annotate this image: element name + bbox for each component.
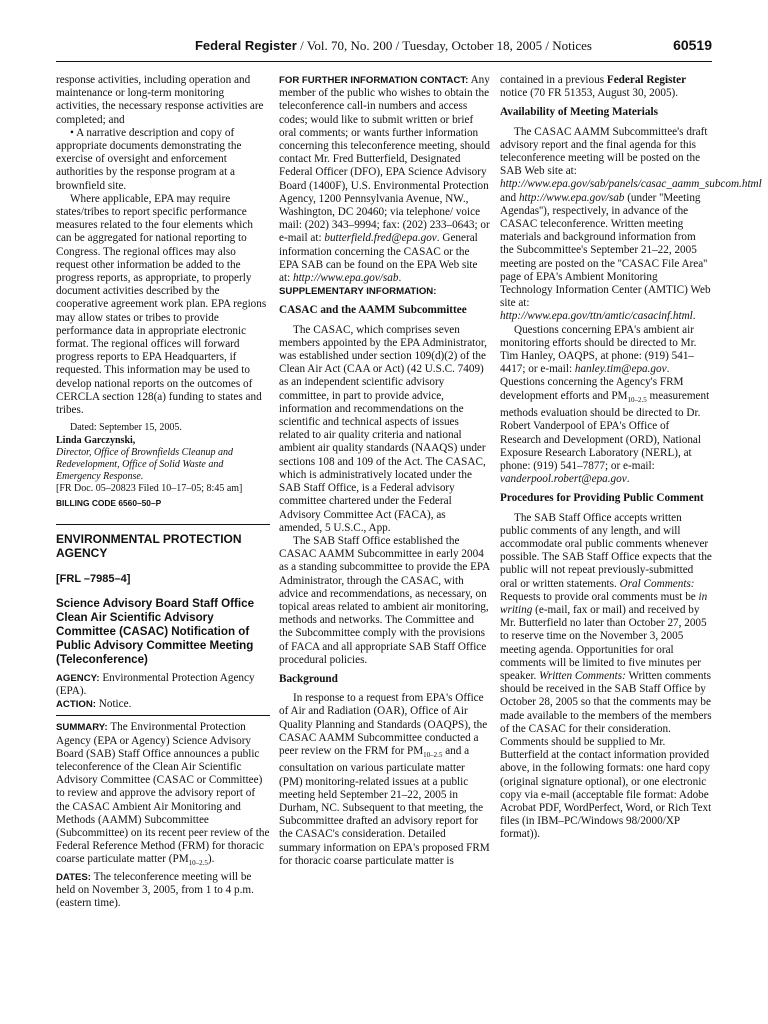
paragraph: In response to a request from EPA's Office of Air and Radiation (OAR), Office of Air Quality Planning and Standards (OAQPS), the CASAC AAMM Subcommittee conducted a peer review on the FRM for $PM_{10-2.5}$ and a consultation on various particulate matter (PM) monitoring-related issues at a public meeting held September 21–22, 2005 in Durham, NC. Subsequent to that meeting, the Subcommittee drafted an advisory report for the CASAC's consideration. Detailed summary information on EPA's proposed FRM for thoracic coarse particulate matter is bbox=[279, 692, 490, 867]
header-title bbox=[195, 38, 592, 54]
supplementary-label: SUPPLEMENTARY INFORMATION: bbox=[279, 286, 437, 298]
paragraph: The CASAC AAMM Subcommittee's draft advisory report and the final agenda for this teleconference meeting will be posted on the SAB Web site at: http://www.epa.gov/sab/panels/casac_aamm_subcom.html and http://www.epa.gov/sab (under ''Meeting Agendas''), respectively, in advance of the CASAC teleconference. Written meeting materials and background information from the Subcommittee's September 21–22, 2005 meeting are posted on the ''CASAC File Area'' page of EPA's Ambient Monitoring Technology Information Center (AMTIC) Web site at: http://www.epa.gov/ttn/amtic/casacinf.html. bbox=[500, 125, 762, 323]
vanderpool-email-link[interactable]: vanderpool.robert@epa.gov bbox=[500, 473, 627, 486]
fr-doc-line: [FR Doc. 05–20823 Filed 10–17–05; 8:45 am] bbox=[56, 483, 243, 495]
summary-paragraph: SUMMARY: The Environmental Protection Agency (EPA or Agency) Science Advisory Board (SAB) Staff Office announces a public teleconference of the Clean Air Scientific Advisory Committee (CASAC or Committee) to review and approve the advisory report of the CASAC Ambient Air Monitoring and Methods (AAMM) Subcommittee (Subcommittee) on its recent peer review of the Federal Reference Method (FRM) for thoracic coarse particulate matter $(PM_{10-2.5})$. bbox=[56, 721, 270, 868]
notice-title: Science Advisory Board Staff Office Clean Air Scientific Advisory Committee (CASAC) Notification of Public Advisory Committee Meeting (Teleconference) bbox=[56, 596, 255, 666]
subscript: 10–2.5 bbox=[423, 751, 443, 760]
column-3 bbox=[500, 74, 762, 842]
issue-info: / Vol. 70, No. 200 / Tuesday, October 18, 2005 / Notices bbox=[296, 38, 592, 53]
dates-label: DATES: bbox=[56, 871, 91, 883]
subscript: 10–2.5 bbox=[188, 859, 208, 868]
paragraph: contained in a previous Federal Register notice (70 FR 51353, August 30, 2005). bbox=[500, 74, 687, 100]
paragraph: The CASAC, which comprises seven members appointed by the EPA Administrator, was established under section 109(d)(2) of the Clean Air Act (CAA or Act) (42 U.S.C. 7409) as an independent scientific advisory committee, in part to provide advice, information and recommendations on the scientific and technical aspects of issues related to air quality criteria and national ambient air quality standards (NAAQS) under sections 108 and 109 of the Act. The CASAC, which is administratively located under the SAB Staff Office, is a Federal advisory committee chartered under the Federal Advisory Committee Act (FACA), as amended, 5 U.S.C., App. bbox=[279, 323, 487, 534]
sab-website-link[interactable]: http://www.epa.gov/sab bbox=[518, 191, 625, 204]
section-rule bbox=[56, 715, 270, 716]
hanley-email-link[interactable]: hanley.tim@epa.gov bbox=[574, 363, 667, 376]
dated-line: Dated: September 15, 2005. bbox=[70, 422, 182, 434]
action-text: Notice. bbox=[98, 698, 132, 711]
oral-comments-label: Oral Comments: bbox=[619, 577, 695, 590]
section-heading: Background bbox=[279, 672, 338, 685]
subcommittee-page-link[interactable]: http://www.epa.gov/sab/panels/casac_aamm_subcom.html bbox=[500, 178, 762, 191]
contact-label: FOR FURTHER INFORMATION CONTACT: bbox=[279, 75, 469, 86]
signer-title: Director, Office of Brownfields Cleanup and Redevelopment, Office of Solid Waste and Emergency Response. bbox=[56, 447, 234, 483]
contact-email-link[interactable]: butterfield.fred@epa.gov bbox=[324, 232, 437, 245]
sab-website-link[interactable]: http://www.epa.gov/sab bbox=[292, 272, 399, 285]
paragraph: The SAB Staff Office accepts written public comments of any length, and will accommodate oral public comments whenever possible. The SAB Staff Office expects that the public will not repeat previously-submitted oral or written statements. Oral Comments: Requests to provide oral comments must be in writing (e-mail, fax or mail) and received by Mr. Butterfield no later than October 27, 2005 to reserve time on the November 3, 2005 meeting agenda. Opportunities for oral comments will be limited to five minutes per speaker. Written Comments: Written comments should be received in the SAB Staff Office by October 28, 2005 so that the comments may be made available to the members of the members of the CASAC for their consideration. Comments should be supplied to Mr. Butterfield at the contact information provided above, in the following formats: one hard copy (original signature optional), or one electronic copy via e-mail (acceptable file format: Adobe Acrobat PDF, WordPerfect, Word, or Rich Text files (in IBM–PC/Windows 98/2000/XP format)). bbox=[500, 511, 712, 841]
amtic-link[interactable]: http://www.epa.gov/ttn/amtic/casacinf.html bbox=[500, 310, 693, 323]
agency-line bbox=[56, 672, 270, 698]
section-heading: Procedures for Providing Public Comment bbox=[500, 492, 704, 505]
agency-heading: ENVIRONMENTAL PROTECTION AGENCY bbox=[56, 532, 242, 561]
section-rule bbox=[56, 524, 270, 525]
signer-name: Linda Garczynski, bbox=[56, 435, 136, 447]
action-label: ACTION: bbox=[56, 699, 96, 711]
dates-text: The teleconference meeting will be held on November 3, 2005, from 1 to 4 p.m. (eastern time). bbox=[56, 870, 254, 910]
column-2 bbox=[279, 74, 490, 868]
agency-text: Environmental Protection Agency (EPA). bbox=[56, 671, 255, 697]
paragraph: response activities, including operation and maintenance or long-term monitoring activities, the necessary response activities are completed; and bbox=[56, 74, 264, 126]
header-rule bbox=[56, 61, 712, 62]
subscript: 10–2.5 bbox=[627, 395, 647, 404]
billing-code: BILLING CODE 6560–50–P bbox=[56, 498, 162, 509]
written-comments-label: Written Comments: bbox=[539, 669, 626, 682]
running-header bbox=[56, 38, 712, 58]
page-number: 60519 bbox=[673, 37, 712, 53]
federal-register-ref: Federal Register bbox=[606, 74, 687, 86]
frl-number: [FRL –7985–4] bbox=[56, 573, 131, 586]
paragraph: Where applicable, EPA may require states/tribes to report specific performance measures related to the four elements which can be aggregated for national reporting to Congress. The regional offices may also request other information be added to the progress reports, as appropriate, to properly document activities described by the cooperative agreement work plan. EPA regions may allow states or tribes to provide performance data in appropriate electronic format. The regional offices will forward progress reports to EPA Headquarters, if requested. This information may be used to develop national reports on the outcomes of CERCLA section 128(a) funding to states and tribes. bbox=[56, 192, 267, 417]
agency-label: AGENCY: bbox=[56, 672, 100, 684]
in-writing-emphasis: in writing bbox=[500, 590, 708, 616]
publication-name: Federal Register bbox=[194, 38, 297, 53]
section-heading: CASAC and the AAMM Subcommittee bbox=[279, 304, 467, 317]
paragraph: Questions concerning EPA's ambient air monitoring efforts should be directed to Mr. Tim Hanley, OAQPS, at phone: (919) 541–4417; or e-mail: hanley.tim@epa.gov. Questions concerning the Agency's FRM development efforts and $PM_{10-2.5}$ measurement methods evaluation should be directed to Dr. Robert Vanderpool of EPA's Office of Research and Development (ORD), National Exposure Research Laboratory (NERL), at phone: (919) 541–7877; or e-mail: vanderpool.robert@epa.gov. bbox=[500, 323, 710, 486]
contact-paragraph: FOR FURTHER INFORMATION CONTACT: Any member of the public who wishes to obtain the teleconference call-in numbers and access codes; would like to submit written or brief oral comments; or wants further information concerning this teleconference meeting, should contact Mr. Fred Butterfield, Designated Federal Officer (DFO), EPA Science Advisory Board (1400F), U.S. Environmental Protection Agency, 1200 Pennsylvania Avenue, NW., Washington, DC 20460; via telephone/ voice mail: (202) 343–9994; fax: (202) 233–0643; or e-mail at: butterfield.fred@epa.gov. General information concerning the CASAC or the EPA SAB can be found on the EPA Web site at: http://www.epa.gov/sab. bbox=[279, 74, 490, 285]
column-1 bbox=[56, 74, 270, 910]
summary-label: SUMMARY: bbox=[56, 722, 108, 734]
summary-text: The Environmental Protection Agency (EPA or Agency) Science Advisory Board (SAB) Staff Office announces a public teleconference of the Clean Air Scientific Advisory Committee (CASAC or Committee) to review and approve the advisory report of the CASAC Ambient Air Monitoring and Methods (AAMM) Subcommittee (Subcommittee) on its recent peer review of the Federal Reference Method (FRM) for thoracic coarse particulate matter (PM bbox=[56, 721, 270, 866]
bullet-paragraph: • A narrative description and copy of appropriate documents demonstrating the exercise of oversight and enforcement authorities by the response program at a brownfield site. bbox=[56, 126, 242, 192]
section-heading: Availability of Meeting Materials bbox=[500, 106, 658, 119]
action-line bbox=[56, 698, 270, 711]
dates-paragraph bbox=[56, 871, 270, 911]
paragraph: The SAB Staff Office established the CASAC AAMM Subcommittee in early 2004 as a standing subcommittee to provide the EPA Administrator, through the CASAC, with advice and recommendations, as necessary, on topical areas related to ambient air monitoring, methods and networks. The Committee and the Subcommittee comply with the provisions of FACA and all appropriate SAB Staff Office procedural policies. bbox=[279, 534, 490, 666]
